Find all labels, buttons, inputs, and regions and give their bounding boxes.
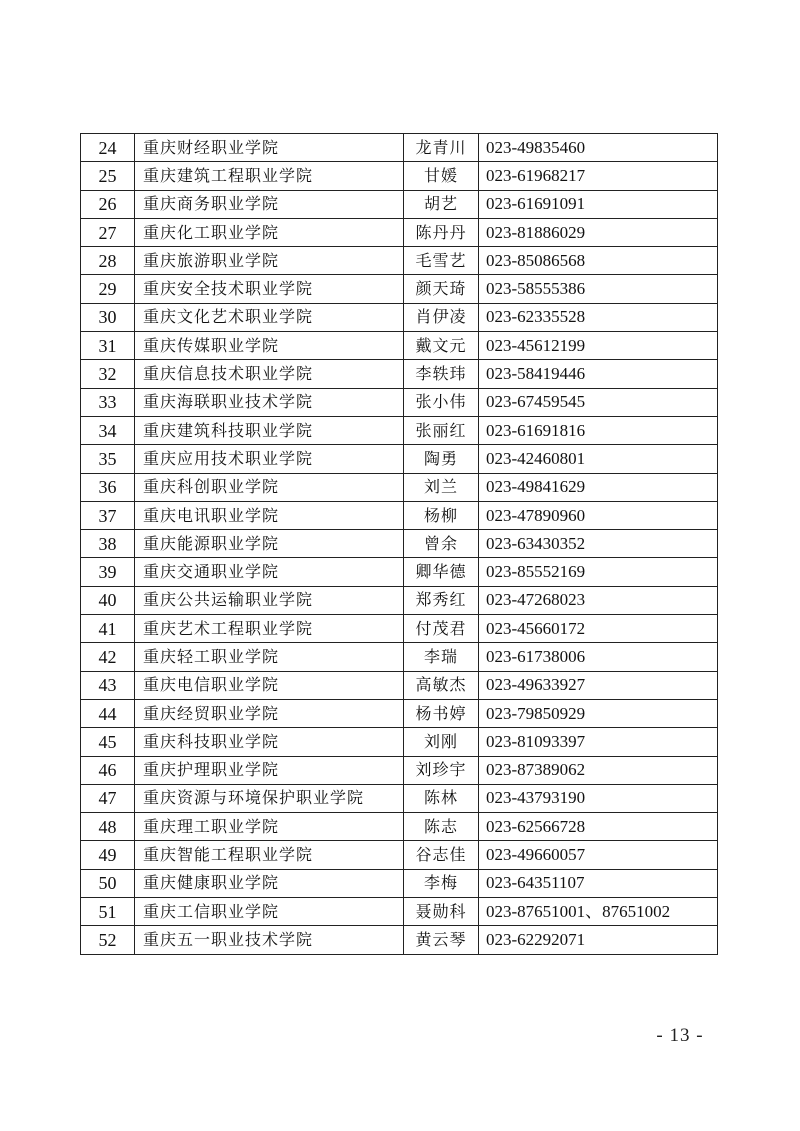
- row-number-cell: 39: [81, 558, 135, 586]
- contact-person-cell: 陈志: [404, 813, 479, 841]
- contact-person-cell: 郑秀红: [404, 586, 479, 614]
- row-number-cell: 44: [81, 699, 135, 727]
- table-row: [81, 530, 718, 558]
- table-row: [81, 388, 718, 416]
- contact-person-cell: 刘刚: [404, 728, 479, 756]
- college-name-cell: 重庆五一职业技术学院: [135, 926, 404, 954]
- table-row: [81, 699, 718, 727]
- table-row: [81, 332, 718, 360]
- phone-cell: 023-49841629: [479, 473, 718, 501]
- college-name-cell: 重庆安全技术职业学院: [135, 275, 404, 303]
- college-name-cell: 重庆智能工程职业学院: [135, 841, 404, 869]
- college-name-cell: 重庆电讯职业学院: [135, 501, 404, 529]
- phone-cell: 023-49633927: [479, 671, 718, 699]
- phone-cell: 023-49660057: [479, 841, 718, 869]
- row-number-cell: 29: [81, 275, 135, 303]
- phone-cell: 023-49835460: [479, 134, 718, 162]
- table-row: [81, 586, 718, 614]
- contact-person-cell: 刘兰: [404, 473, 479, 501]
- phone-cell: 023-87389062: [479, 756, 718, 784]
- table-row: [81, 218, 718, 246]
- table-row: [81, 813, 718, 841]
- contact-person-cell: 卿华德: [404, 558, 479, 586]
- phone-cell: 023-62292071: [479, 926, 718, 954]
- table-row: [81, 643, 718, 671]
- phone-cell: 023-42460801: [479, 445, 718, 473]
- row-number-cell: 26: [81, 190, 135, 218]
- contact-person-cell: 李瑞: [404, 643, 479, 671]
- college-name-cell: 重庆传媒职业学院: [135, 332, 404, 360]
- row-number-cell: 38: [81, 530, 135, 558]
- college-name-cell: 重庆经贸职业学院: [135, 699, 404, 727]
- college-name-cell: 重庆艺术工程职业学院: [135, 615, 404, 643]
- table-row: [81, 784, 718, 812]
- contact-person-cell: 张丽红: [404, 416, 479, 444]
- contact-person-cell: 高敏杰: [404, 671, 479, 699]
- college-name-cell: 重庆商务职业学院: [135, 190, 404, 218]
- contact-person-cell: 聂勋科: [404, 898, 479, 926]
- table-row: [81, 728, 718, 756]
- college-name-cell: 重庆公共运输职业学院: [135, 586, 404, 614]
- college-name-cell: 重庆健康职业学院: [135, 869, 404, 897]
- table-row: [81, 558, 718, 586]
- phone-cell: 023-81886029: [479, 218, 718, 246]
- contact-person-cell: 陶勇: [404, 445, 479, 473]
- phone-cell: 023-85552169: [479, 558, 718, 586]
- contact-person-cell: 李梅: [404, 869, 479, 897]
- row-number-cell: 41: [81, 615, 135, 643]
- row-number-cell: 40: [81, 586, 135, 614]
- contact-person-cell: 杨书婷: [404, 699, 479, 727]
- row-number-cell: 27: [81, 218, 135, 246]
- table-row: [81, 134, 718, 162]
- table-row: [81, 360, 718, 388]
- phone-cell: 023-58419446: [479, 360, 718, 388]
- contact-person-cell: 陈丹丹: [404, 218, 479, 246]
- table-row: [81, 247, 718, 275]
- row-number-cell: 50: [81, 869, 135, 897]
- phone-cell: 023-45660172: [479, 615, 718, 643]
- contact-person-cell: 陈林: [404, 784, 479, 812]
- table-row: [81, 473, 718, 501]
- phone-cell: 023-63430352: [479, 530, 718, 558]
- row-number-cell: 30: [81, 303, 135, 331]
- college-name-cell: 重庆海联职业技术学院: [135, 388, 404, 416]
- contact-person-cell: 龙青川: [404, 134, 479, 162]
- contact-person-cell: 付茂君: [404, 615, 479, 643]
- college-name-cell: 重庆文化艺术职业学院: [135, 303, 404, 331]
- table-row: [81, 303, 718, 331]
- contact-person-cell: 曾余: [404, 530, 479, 558]
- college-name-cell: 重庆理工职业学院: [135, 813, 404, 841]
- college-name-cell: 重庆交通职业学院: [135, 558, 404, 586]
- table-row: [81, 926, 718, 954]
- table-row: [81, 501, 718, 529]
- contact-person-cell: 谷志佳: [404, 841, 479, 869]
- table-row: [81, 416, 718, 444]
- college-name-cell: 重庆轻工职业学院: [135, 643, 404, 671]
- contact-person-cell: 胡艺: [404, 190, 479, 218]
- contact-person-cell: 戴文元: [404, 332, 479, 360]
- college-name-cell: 重庆能源职业学院: [135, 530, 404, 558]
- college-name-cell: 重庆信息技术职业学院: [135, 360, 404, 388]
- contact-person-cell: 毛雪艺: [404, 247, 479, 275]
- phone-cell: 023-62335528: [479, 303, 718, 331]
- table-row: [81, 445, 718, 473]
- college-name-cell: 重庆资源与环境保护职业学院: [135, 784, 404, 812]
- row-number-cell: 28: [81, 247, 135, 275]
- phone-cell: 023-43793190: [479, 784, 718, 812]
- table-row: [81, 869, 718, 897]
- phone-cell: 023-61968217: [479, 162, 718, 190]
- row-number-cell: 31: [81, 332, 135, 360]
- table-row: [81, 898, 718, 926]
- row-number-cell: 48: [81, 813, 135, 841]
- table-row: [81, 162, 718, 190]
- row-number-cell: 25: [81, 162, 135, 190]
- phone-cell: 023-64351107: [479, 869, 718, 897]
- row-number-cell: 35: [81, 445, 135, 473]
- contact-person-cell: 颜天琦: [404, 275, 479, 303]
- college-name-cell: 重庆工信职业学院: [135, 898, 404, 926]
- college-name-cell: 重庆科创职业学院: [135, 473, 404, 501]
- phone-cell: 023-85086568: [479, 247, 718, 275]
- row-number-cell: 45: [81, 728, 135, 756]
- phone-cell: 023-87651001、87651002: [479, 898, 718, 926]
- row-number-cell: 24: [81, 134, 135, 162]
- contact-person-cell: 黄云琴: [404, 926, 479, 954]
- page-number: - 13 -: [656, 1025, 704, 1046]
- row-number-cell: 52: [81, 926, 135, 954]
- phone-cell: 023-45612199: [479, 332, 718, 360]
- phone-cell: 023-67459545: [479, 388, 718, 416]
- phone-cell: 023-47890960: [479, 501, 718, 529]
- college-name-cell: 重庆化工职业学院: [135, 218, 404, 246]
- row-number-cell: 46: [81, 756, 135, 784]
- row-number-cell: 37: [81, 501, 135, 529]
- table-row: [81, 756, 718, 784]
- contact-person-cell: 甘媛: [404, 162, 479, 190]
- college-name-cell: 重庆电信职业学院: [135, 671, 404, 699]
- contact-table: [80, 133, 718, 955]
- phone-cell: 023-61691816: [479, 416, 718, 444]
- table-body: [81, 134, 718, 955]
- college-name-cell: 重庆护理职业学院: [135, 756, 404, 784]
- phone-cell: 023-61738006: [479, 643, 718, 671]
- contact-person-cell: 李轶玮: [404, 360, 479, 388]
- row-number-cell: 32: [81, 360, 135, 388]
- row-number-cell: 33: [81, 388, 135, 416]
- row-number-cell: 47: [81, 784, 135, 812]
- college-name-cell: 重庆旅游职业学院: [135, 247, 404, 275]
- phone-cell: 023-81093397: [479, 728, 718, 756]
- college-name-cell: 重庆建筑工程职业学院: [135, 162, 404, 190]
- table-row: [81, 190, 718, 218]
- phone-cell: 023-61691091: [479, 190, 718, 218]
- phone-cell: 023-47268023: [479, 586, 718, 614]
- table-row: [81, 275, 718, 303]
- table-row: [81, 841, 718, 869]
- contact-person-cell: 肖伊凌: [404, 303, 479, 331]
- table-row: [81, 671, 718, 699]
- college-name-cell: 重庆应用技术职业学院: [135, 445, 404, 473]
- phone-cell: 023-62566728: [479, 813, 718, 841]
- row-number-cell: 49: [81, 841, 135, 869]
- row-number-cell: 51: [81, 898, 135, 926]
- row-number-cell: 36: [81, 473, 135, 501]
- phone-cell: 023-58555386: [479, 275, 718, 303]
- contact-person-cell: 刘珍宇: [404, 756, 479, 784]
- row-number-cell: 43: [81, 671, 135, 699]
- table-row: [81, 615, 718, 643]
- contact-person-cell: 张小伟: [404, 388, 479, 416]
- row-number-cell: 34: [81, 416, 135, 444]
- phone-cell: 023-79850929: [479, 699, 718, 727]
- college-name-cell: 重庆建筑科技职业学院: [135, 416, 404, 444]
- college-name-cell: 重庆财经职业学院: [135, 134, 404, 162]
- row-number-cell: 42: [81, 643, 135, 671]
- contact-person-cell: 杨柳: [404, 501, 479, 529]
- college-name-cell: 重庆科技职业学院: [135, 728, 404, 756]
